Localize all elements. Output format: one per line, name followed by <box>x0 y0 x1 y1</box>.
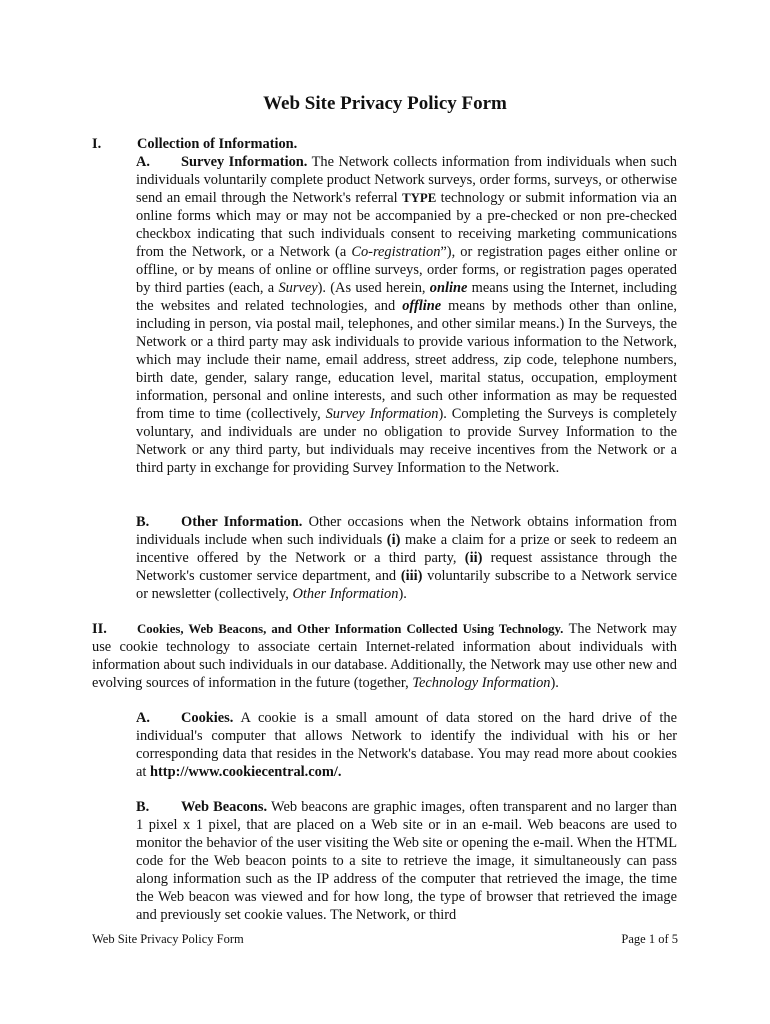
text-run: ”), or registration pages either online or offline, or by means of online or offline surveys, order forms, or registration pages operated by third parties (each, a <box>136 244 677 296</box>
cookiecentral-link[interactable]: http://www.cookiecentral.com/. <box>149 764 342 780</box>
offline-term: offline <box>402 298 442 314</box>
survey-term: Survey <box>278 280 318 296</box>
footer-page-number: Page 1 of 5 <box>621 932 678 946</box>
text-run: means using the Internet, including the websites and related technologies, and <box>136 280 677 314</box>
footer-title: Web Site Privacy Policy Form <box>92 932 244 946</box>
section-2a-heading: Cookies. <box>181 710 234 726</box>
section-1b-heading: Other Information. <box>181 514 303 530</box>
text-run: ). <box>398 586 407 602</box>
document-title: Web Site Privacy Policy Form <box>263 93 507 114</box>
section-1-title: Collection of Information. <box>137 136 298 152</box>
section-1a-label: A. <box>136 154 150 170</box>
section-2-number: II. <box>92 621 107 637</box>
type-term: TYPE <box>402 191 437 205</box>
text-run: The Network may use cookie technology to associate certain Internet-related information about individuals with information about such individuals in our database. Additionally, the Network may use other new and evolving sources of information in the future (together, <box>92 621 677 691</box>
section-2a-label: A. <box>136 710 150 726</box>
section-2b-label: B. <box>136 799 150 815</box>
technology-information-term: Technology Information <box>412 675 551 691</box>
other-information-term: Other Information <box>292 586 399 602</box>
section-1b-label: B. <box>136 514 150 530</box>
text-run: ). (As used herein, <box>317 280 430 296</box>
section-2-paragraph <box>92 620 677 692</box>
section-2-title: Cookies, Web Beacons, and Other Information Collected Using Technology. <box>137 622 564 636</box>
text-run: Web beacons are graphic images, often transparent and no larger than 1 pixel x 1 pixel, that are placed on a Web site or in an e-mail. Web beacons are used to monitor the behavior of the user visiting the Web site or opening the e-mail. When the HTML code for the Web beacon points to a site to retrieve the image, it simultaneously can pass along information such as the IP address of the computer that retrieved the image, the time the Web beacon was viewed and for how long, the type of browser that retrieved the image and previously set cookie values. The Network, or third <box>136 799 677 923</box>
section-1a-paragraph <box>136 153 677 477</box>
co-registration-term: Co-registration <box>351 244 441 260</box>
item-marker: (ii) <box>464 550 483 566</box>
text-run: Other occasions when the Network obtains information from individuals include when such individuals <box>136 514 677 548</box>
section-2b-heading: Web Beacons. <box>181 799 268 815</box>
section-2b-paragraph <box>136 798 677 924</box>
item-marker: (iii) <box>400 568 423 584</box>
text-run: ). <box>550 675 559 691</box>
text-run: make a claim for a prize or seek to redeem an incentive offered by the Network or a third party, <box>136 532 677 566</box>
text-run: voluntarily subscribe to a Network service or newsletter (collectively, <box>136 568 677 602</box>
online-term: online <box>429 280 468 296</box>
section-1-heading <box>92 135 692 153</box>
text-run: request assistance through the Network's customer service department, and <box>136 550 677 584</box>
text-run: means by methods other than online, including in person, via postal mail, telephones, and other similar means.) In the Surveys, the Network or a third party may ask individuals to provide various information to the Network, which may include their name, email address, street address, zip code, telephone numbers, birth date, gender, salary range, education level, marital status, occupation, employment information, personal and online interests, and such other information as may be requested from time to time (collectively, <box>136 298 678 422</box>
section-1-number: I. <box>92 136 102 152</box>
text-run: The Network collects information from individuals when such individuals voluntarily complete product Network surveys, order forms, surveys, or otherwise send an email through the Network's referral <box>136 154 677 206</box>
survey-information-term: Survey Information <box>325 406 439 422</box>
section-1b-paragraph <box>136 513 677 603</box>
text-run: ). Completing the Surveys is completely voluntary, and individuals are under no obligation to provide Survey Information to the Network or any third party, but individuals may receive incentives from the Network or a third party in exchange for providing Survey Information to the Network. <box>136 406 677 476</box>
text-run: A cookie is a small amount of data stored on the hard drive of the individual's computer that allows Network to identify the individual with his or her corresponding data that resides in the Network's database. You may read more about cookies at <box>136 710 677 780</box>
section-2a-paragraph <box>136 709 677 781</box>
text-run: technology or submit information via an online forms which may or may not be accompanied by a pre-checked or non pre-checked checkbox indicating that such individuals consent to receiving marketing communications from the Network, or a Network (a <box>136 190 677 260</box>
item-marker: (i) <box>386 532 401 548</box>
section-1a-heading: Survey Information. <box>181 154 308 170</box>
